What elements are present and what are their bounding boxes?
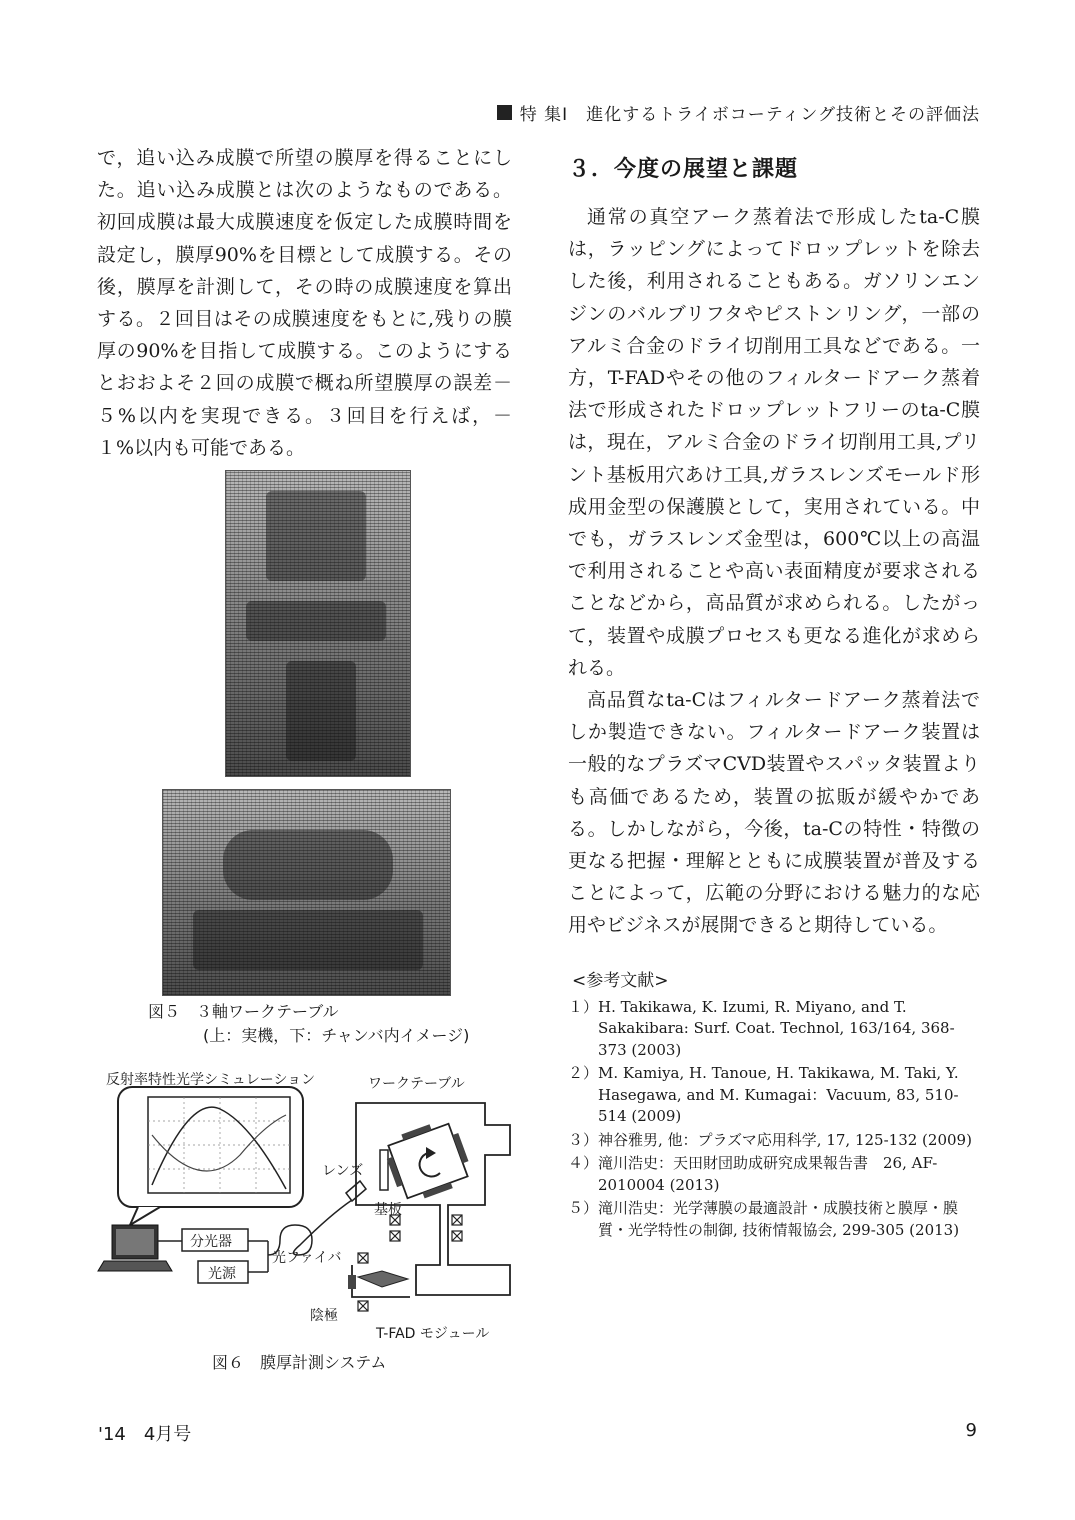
- reference-text: 神谷雅男, 他：プラズマ応用科学, 17, 125-132 (2009): [598, 1130, 972, 1149]
- bubble-tail: [130, 1207, 160, 1225]
- label-fiber: 光ファイバ: [272, 1250, 342, 1266]
- reference-number: ３）: [568, 1130, 599, 1149]
- left-column-text: で，追い込み成膜で所望の膜厚を得ることにした。追い込み成膜とは次のようなものである。初回成膜は最大成膜速度を仮定した成膜時間を設定し，膜厚90%を目標として成膜する。その後，膜厚を計測して，その時の成膜速度を算出する。２回目はその成膜速度をもとに,残りの膜厚の90%を目指して成膜する。このようにするとおおよそ２回の成膜で概ね所望膜厚の誤差－５%以内を実現できる。３回目を行えば，－１%以内も可能である。: [97, 147, 512, 459]
- section-mark-icon: [497, 105, 512, 120]
- work-table: [381, 1116, 476, 1206]
- substrate-plate: [380, 1150, 388, 1190]
- section-title: ３．今度の展望と課題: [568, 157, 799, 182]
- section-paragraph-2: 高品質なta-Cはフィルタードアーク蒸着法でしか製造できない。フィルタードアーク装置は一般的なプラズマCVD装置やスパッタ装置よりも高価であるため，装置の拡販が緩やかである。しかしながら，今後，ta-Cの特性・特徴の更なる把握・理解とともに成膜装置が普及することによって，広範の分野における魅力的な応用やビジネスが展開できると期待している。: [568, 689, 980, 937]
- label-spectrometer: 分光器: [190, 1234, 232, 1250]
- figure5-photo-top: [225, 470, 411, 777]
- label-simulation: 反射率特性光学シミュレーション: [106, 1072, 316, 1088]
- figure5-caption-line2: (上：実機，下：チャンバ内イメージ): [203, 1026, 470, 1045]
- label-tfad: T-FAD モジュール: [376, 1326, 490, 1342]
- reference-number: ４）: [568, 1154, 599, 1173]
- section-paragraph-1: 通常の真空アーク蒸着法で形成したta-C膜は，ラッピングによってドロップレットを除去した後，利用されることもある。ガソリンエンジンのバルブリフタやピストンリング，一部のアルミ合金のドライ切削用工具などである。一方，T-FADやその他のフィルタードアーク蒸着法で形成されたドロップレットフリーのta-C膜は，現在，アルミ合金のドライ切削用工具,プリント基板用穴あけ工具,ガラスレンズモールド形成用金型の保護膜として，実用されている。中でも，ガラスレンズ金型は，600℃以上の高温で利用されることや高い表面精度が要求されることなどから，高品質が求められる。したがって，装置や成膜プロセスも更なる進化が求められる。: [568, 206, 980, 679]
- figure5-photo-bottom: [162, 789, 451, 996]
- reference-item: [568, 1153, 980, 1196]
- reference-text: 滝川浩史：天田財団助成研究成果報告書 26, AF-2010004 (2013): [598, 1154, 938, 1194]
- figure5-caption: [148, 1000, 469, 1048]
- reference-item: [568, 997, 980, 1062]
- reference-number: ２）: [568, 1064, 599, 1083]
- label-lens: レンズ: [322, 1163, 364, 1179]
- references-list: [568, 997, 980, 1242]
- right-column: [568, 152, 980, 1243]
- cathode: [348, 1275, 356, 1289]
- figure5-caption-line1: 図５ ３軸ワークテーブル: [148, 1002, 339, 1021]
- plasma-beam: [358, 1271, 408, 1287]
- reference-item: [568, 1063, 980, 1128]
- reference-text: 滝川浩史：光学薄膜の最適設計・成膜技術と膜厚・膜質・光学特性の制御, 技術情報協会, 299-305 (2013): [598, 1199, 960, 1239]
- figure6-caption: 図６ 膜厚計測システム: [212, 1353, 387, 1372]
- label-cathode: 陰極: [310, 1308, 338, 1324]
- reference-item: [568, 1130, 980, 1152]
- reference-number: １）: [568, 997, 599, 1016]
- label-work-table: ワークテーブル: [368, 1076, 465, 1092]
- label-substrate: 基板: [374, 1202, 402, 1218]
- reference-text: M. Kamiya, H. Tanoue, H. Takikawa, M. Taki, Y. Hasegawa, and M. Kumagai：Vacuum, 83, 510-514 (2009): [598, 1064, 959, 1126]
- label-light-source: 光源: [208, 1266, 236, 1282]
- page-number: 9: [965, 1420, 977, 1441]
- reference-text: H. Takikawa, K. Izumi, R. Miyano, and T. Sakakibara: Surf. Coat. Technol, 163/164, 368-373 (2003): [598, 997, 955, 1059]
- reference-number: ５）: [568, 1199, 599, 1218]
- figure6-schematic: [90, 1065, 520, 1345]
- footer-issue: '14 4月号: [98, 1424, 192, 1445]
- reference-item: [568, 1198, 980, 1241]
- laptop-base: [98, 1261, 172, 1271]
- figure6-diagram: [90, 1065, 520, 1345]
- running-header-text: 特 集Ⅰ 進化するトライボコーティング技術とその評価法: [519, 105, 980, 125]
- running-header: [497, 100, 980, 125]
- references-title: <参考文献>: [572, 970, 669, 991]
